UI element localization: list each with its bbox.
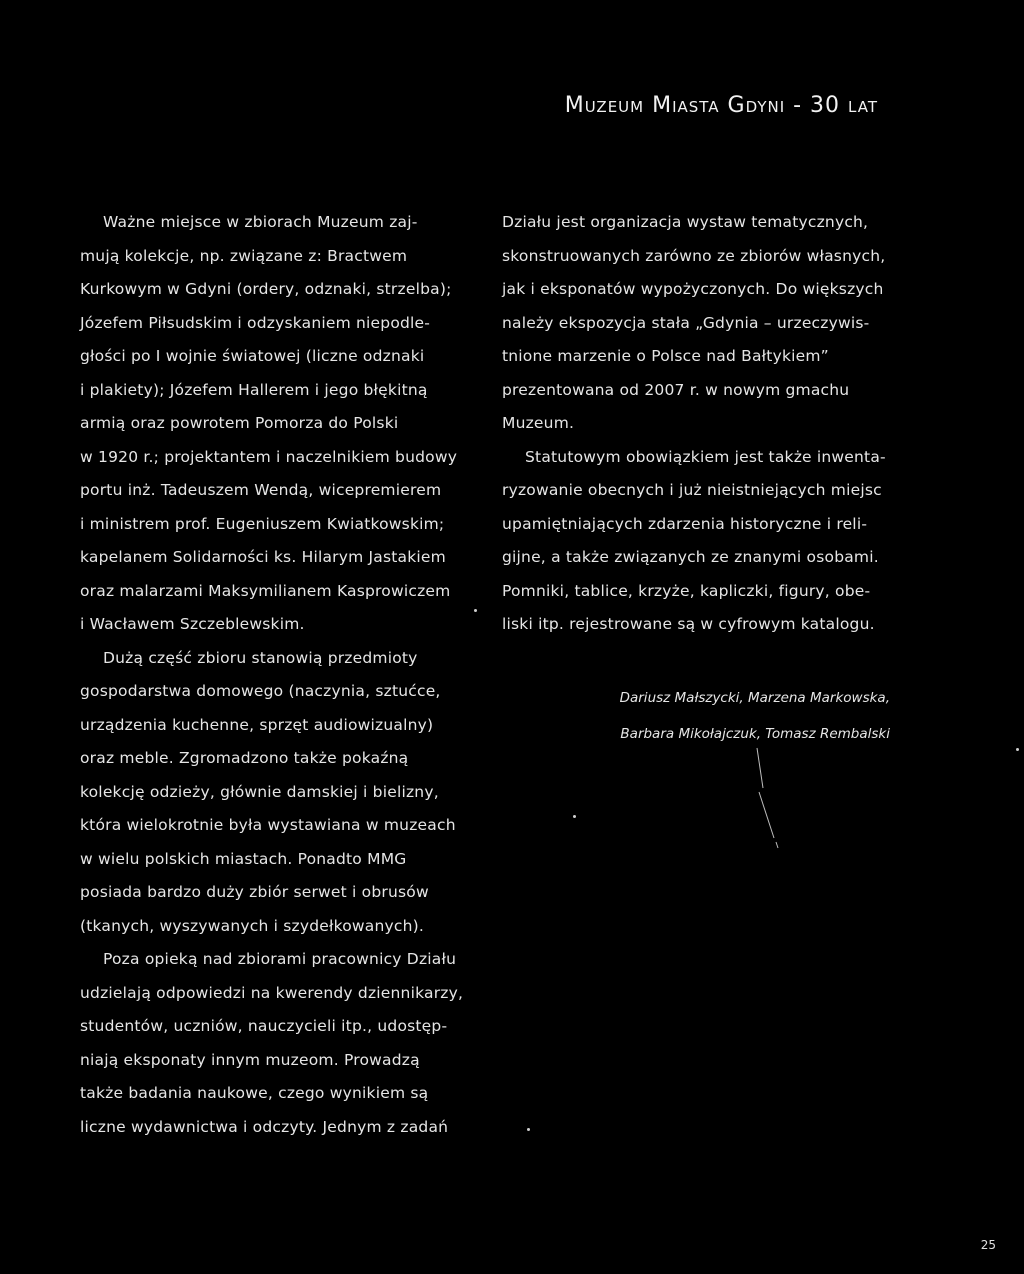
authors-line: Dariusz Małszycki, Marzena Markowska, — [619, 690, 890, 706]
text-line: portu inż. Tadeuszem Wendą, wicepremierem — [80, 481, 442, 499]
text-line: także badania naukowe, czego wynikiem są — [80, 1084, 429, 1102]
text-line: należy ekspozycja stała „Gdynia – urzeczywis- — [502, 313, 870, 332]
text-line: (tkanych, wyszywanych i szydełkowanych). — [80, 916, 424, 935]
text-line: kapelanem Solidarności ks. Hilarym Jastakiem — [80, 548, 446, 566]
decorative-stroke — [757, 748, 763, 788]
authors-line: Barbara Mikołajczuk, Tomasz Rembalski — [620, 726, 890, 742]
paragraph-exhibitions — [502, 206, 888, 441]
text-line: armią oraz powrotem Pomorza do Polski — [80, 414, 399, 432]
decorative-stroke — [776, 842, 778, 848]
text-line: jak i eksponatów wypożyczonych. Do większych — [502, 280, 884, 298]
text-line: gospodarstwa domowego (naczynia, sztućce, — [80, 682, 441, 700]
text-line: Statutowym obowiązkiem jest także inwenta- — [525, 447, 886, 466]
text-line: i ministrem prof. Eugeniuszem Kwiatkowskim; — [80, 514, 445, 533]
right-text-column — [502, 206, 888, 642]
text-line: oraz meble. Zgromadzono także pokaźną — [80, 749, 409, 767]
paragraph-staff-work — [80, 943, 464, 1144]
text-line: i Wacławem Szczeblewskim. — [80, 615, 305, 633]
text-line: tnione marzenie o Polsce nad Bałtykiem” — [502, 347, 829, 365]
text-line: Pomniki, tablice, krzyże, kapliczki, figury, obe- — [502, 581, 871, 600]
text-line: posiada bardzo duży zbiór serwet i obrusów — [80, 883, 429, 901]
text-line: skonstruowanych zarówno ze zbiorów własnych, — [502, 246, 886, 265]
text-line: która wielokrotnie była wystawiana w muzeach — [80, 816, 456, 834]
text-line: liczne wydawnictwa i odczyty. Jednym z zadań — [80, 1117, 449, 1136]
text-line: upamiętniających zdarzenia historyczne i reli- — [502, 514, 868, 533]
decorative-dot — [1016, 748, 1019, 751]
text-line: w 1920 r.; projektantem i naczelnikiem budowy — [80, 447, 458, 466]
text-line: liski itp. rejestrowane są w cyfrowym katalogu. — [502, 615, 875, 633]
page-header-title: Muzeum Miasta Gdyni - 30 lat — [564, 93, 878, 118]
text-line: głości po I wojnie światowej (liczne odznaki — [80, 347, 425, 365]
text-line: Działu jest organizacja wystaw tematycznych, — [502, 213, 869, 231]
text-line: studentów, uczniów, nauczycieli itp., udostęp- — [80, 1017, 448, 1035]
text-line: i plakiety); Józefem Hallerem i jego błękitną — [80, 380, 428, 399]
text-line: udzielają odpowiedzi na kwerendy dziennikarzy, — [80, 983, 464, 1002]
text-line: kolekcję odzieży, głównie damskiej i bielizny, — [80, 782, 439, 801]
text-line: Muzeum. — [502, 414, 575, 432]
text-line: mują kolekcje, np. związane z: Bractwem — [80, 246, 408, 265]
text-line: urządzenia kuchenne, sprzęt audiowizualny) — [80, 715, 434, 734]
text-line: oraz malarzami Maksymilianem Kasprowiczem — [80, 581, 451, 600]
left-text-column — [80, 206, 464, 1144]
decorative-dot — [474, 609, 477, 612]
text-line: Poza opieką nad zbiorami pracownicy Działu — [103, 950, 457, 968]
text-line: Józefem Piłsudskim i odzyskaniem niepodle- — [80, 313, 431, 332]
paragraph-inventory — [502, 441, 888, 642]
text-line: Kurkowym w Gdyni (ordery, odznaki, strzelba); — [80, 280, 452, 298]
page-number: 25 — [980, 1238, 996, 1252]
text-line: prezentowana od 2007 r. w nowym gmachu — [502, 380, 850, 399]
text-line: Dużą część zbioru stanowią przedmioty — [103, 648, 418, 667]
paragraph-household-items — [80, 642, 456, 944]
text-line: Ważne miejsce w zbiorach Muzeum zaj- — [103, 213, 418, 231]
text-line: gijne, a także związanych ze znanymi osobami. — [502, 548, 879, 566]
paragraph-collections — [80, 206, 458, 642]
decorative-dot — [573, 815, 576, 818]
decorative-stroke-lines — [740, 740, 800, 850]
decorative-stroke — [759, 792, 774, 838]
text-line: ryzowanie obecnych i już nieistniejących miejsc — [502, 481, 882, 499]
decorative-dot — [527, 1128, 530, 1131]
text-line: niają eksponaty innym muzeom. Prowadzą — [80, 1050, 420, 1069]
text-line: w wielu polskich miastach. Ponadto MMG — [80, 849, 407, 868]
